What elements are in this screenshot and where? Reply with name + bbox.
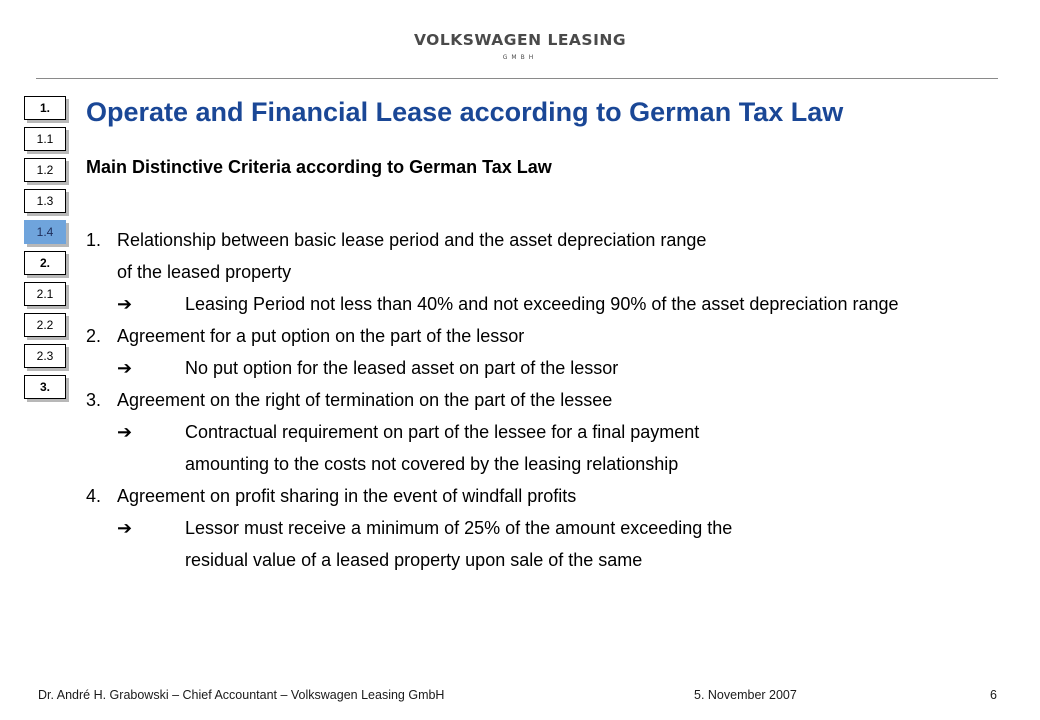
nav-item-1-1[interactable]: 1.1 bbox=[24, 127, 66, 151]
consequence-text: No put option for the leased asset on part of the lessor bbox=[185, 358, 619, 378]
criterion-text: Agreement on the right of termination on the part of the lessee bbox=[117, 390, 613, 410]
criterion-number: 3. bbox=[86, 390, 102, 410]
brand-name: VOLKSWAGEN LEASING bbox=[413, 31, 627, 49]
consequence-line-continued bbox=[86, 544, 986, 576]
consequence-line bbox=[86, 352, 986, 384]
page-number: 6 bbox=[990, 688, 997, 702]
nav-item-1-3[interactable]: 1.3 bbox=[24, 189, 66, 213]
criterion-line bbox=[86, 224, 986, 256]
criterion-text: Agreement on profit sharing in the event of windfall profits bbox=[117, 486, 577, 506]
footer-author: Dr. André H. Grabowski – Chief Accountant – Volkswagen Leasing GmbH bbox=[38, 688, 445, 702]
consequence-line bbox=[86, 416, 986, 448]
arrow-right-icon: ➔ bbox=[117, 422, 133, 442]
criterion-line bbox=[86, 384, 986, 416]
nav-item-2[interactable]: 2. bbox=[24, 251, 66, 275]
nav-item-3[interactable]: 3. bbox=[24, 375, 66, 399]
arrow-right-icon: ➔ bbox=[117, 518, 133, 538]
slide-title: Operate and Financial Lease according to German Tax Law bbox=[86, 97, 844, 127]
criterion-line bbox=[86, 320, 986, 352]
criterion-line-continued bbox=[86, 256, 986, 288]
nav-item-2-3[interactable]: 2.3 bbox=[24, 344, 66, 368]
brand-sub: GMBH bbox=[502, 54, 538, 61]
consequence-line-continued bbox=[86, 448, 986, 480]
arrow-right-icon: ➔ bbox=[117, 294, 133, 314]
consequence-line bbox=[86, 288, 986, 320]
consequence-text-continued: residual value of a leased property upon sale of the same bbox=[185, 550, 643, 570]
criterion-number: 4. bbox=[86, 486, 102, 506]
nav-item-2-1[interactable]: 2.1 bbox=[24, 282, 66, 306]
nav-item-1-2[interactable]: 1.2 bbox=[24, 158, 66, 182]
criterion-number: 1. bbox=[86, 230, 102, 250]
footer-date: 5. November 2007 bbox=[694, 688, 797, 702]
nav-item-2-2[interactable]: 2.2 bbox=[24, 313, 66, 337]
consequence-text: Contractual requirement on part of the lessee for a final payment bbox=[185, 422, 700, 442]
consequence-text-continued: amounting to the costs not covered by the leasing relationship bbox=[185, 454, 679, 474]
consequence-text: Leasing Period not less than 40% and not exceeding 90% of the asset depreciation range bbox=[185, 294, 899, 314]
header-divider bbox=[36, 78, 998, 79]
arrow-right-icon: ➔ bbox=[117, 358, 133, 378]
consequence-text: Lessor must receive a minimum of 25% of the amount exceeding the bbox=[185, 518, 733, 538]
slide-subtitle: Main Distinctive Criteria according to German Tax Law bbox=[86, 157, 552, 177]
consequence-line bbox=[86, 512, 986, 544]
criterion-number: 2. bbox=[86, 326, 102, 346]
criterion-line bbox=[86, 480, 986, 512]
brand-logo bbox=[0, 31, 1040, 61]
criterion-text: Agreement for a put option on the part of the lessor bbox=[117, 326, 525, 346]
nav-item-1-4[interactable]: 1.4 bbox=[24, 220, 66, 244]
criteria-list bbox=[86, 224, 986, 576]
nav-item-1[interactable]: 1. bbox=[24, 96, 66, 120]
criterion-text: Relationship between basic lease period and the asset depreciation range bbox=[117, 230, 707, 250]
criterion-text-continued: of the leased property bbox=[117, 262, 292, 282]
section-nav bbox=[24, 96, 66, 406]
